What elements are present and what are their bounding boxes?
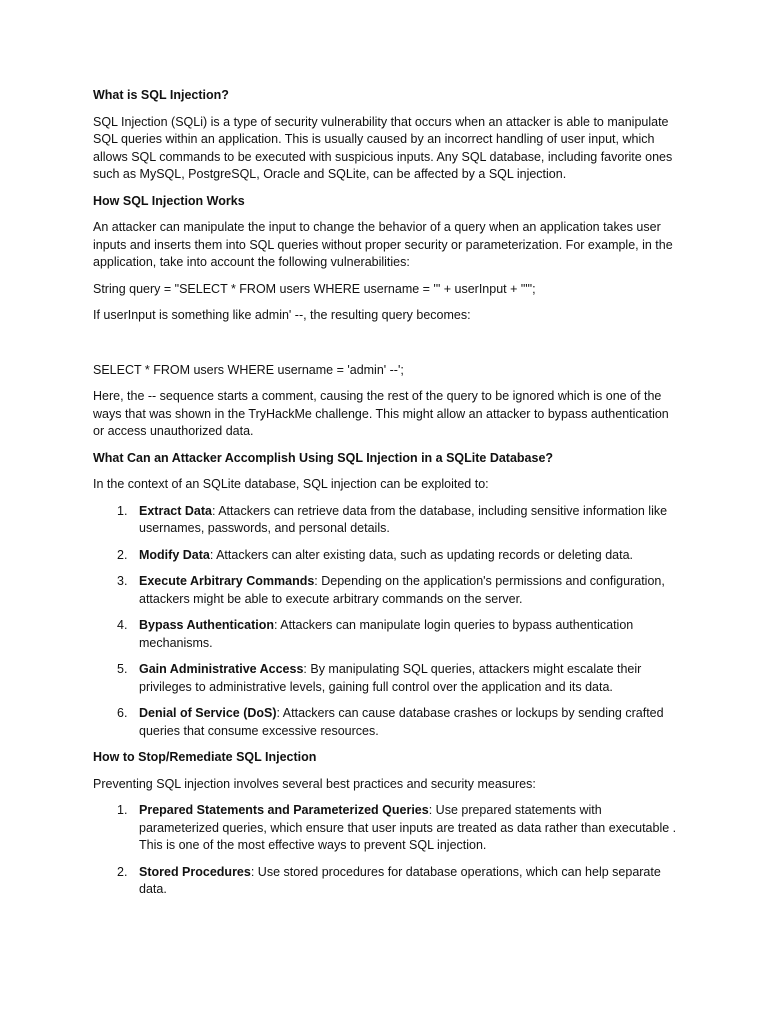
heading-how-it-works: How SQL Injection Works [93, 193, 245, 208]
list-number: 2. [117, 864, 128, 879]
paragraph-sqli-definition: SQL Injection (SQLi) is a type of security vulnerability that occurs when an attacker is able to manipulate SQL queries within an application. This is usually caused by an incorrect handling of user input, which allows SQL commands to be executed with suspicious inputs. Any SQL database, including favorite ones such as MySQL, PostgreSQL, Oracle and SQLite, can be affected by a SQL injection. [93, 114, 673, 181]
document-page [93, 87, 683, 908]
list-term: Modify Data [139, 547, 210, 562]
paragraph-prevention-intro: Preventing SQL injection involves several best practices and security measures: [93, 776, 536, 791]
list-number: 6. [117, 706, 128, 720]
heading-attacker-accomplish: What Can an Attacker Accomplish Using SQL Injection in a SQLite Database? [93, 450, 554, 465]
list-text: : Attackers can alter existing data, such as updating records or deleting data. [209, 547, 634, 562]
list-number: 3. [117, 574, 128, 588]
list-item [93, 573, 683, 608]
list-item [93, 705, 683, 740]
list-item [93, 503, 683, 538]
list-remediation-measures [93, 802, 683, 899]
paragraph-userinput-example: If userInput is something like admin' --, the resulting query becomes: [93, 308, 471, 322]
list-number: 1. [117, 803, 128, 817]
heading-what-is-sqli: What is SQL Injection? [93, 88, 229, 102]
list-number: 1. [117, 503, 128, 518]
list-number: 5. [117, 662, 128, 676]
list-term: Prepared Statements and Parameterized Queries [139, 803, 429, 817]
list-text: : By manipulating SQL queries, attackers might escalate their privileges to administrative levels, gaining full control over the application and its data. [139, 662, 642, 694]
code-resulting-query: SELECT * FROM users WHERE username = 'admin' --'; [93, 362, 404, 377]
list-term: Bypass Authentication [139, 618, 274, 632]
list-text: : Attackers can manipulate login queries to bypass authentication mechanisms. [139, 618, 634, 650]
list-text: : Attackers can retrieve data from the database, including sensitive information like usernames, passwords, and personal details. [139, 503, 668, 535]
list-number: 2. [117, 547, 128, 562]
heading-remediation: How to Stop/Remediate SQL Injection [93, 750, 317, 764]
paragraph-comment-explanation: Here, the -- sequence starts a comment, causing the rest of the query to be ignored which is one of the ways that was shown in the TryHackMe challenge. This might allow an attacker to bypass authentication or access unauthorized data. [93, 389, 669, 438]
list-term: Execute Arbitrary Commands [139, 574, 315, 588]
paragraph-how-it-works: An attacker can manipulate the input to change the behavior of a query when an application takes user inputs and inserts them into SQL queries without proper security or parameterization. For example, in the application, take into account the following vulnerabilities: [93, 220, 673, 269]
list-text: : Use stored procedures for database operations, which can help separate data. [139, 864, 661, 896]
list-term: Extract Data [139, 503, 212, 518]
list-item [93, 661, 683, 696]
list-attacker-capabilities [93, 503, 683, 741]
list-text: : Use prepared statements with parameterized queries, which ensure that user inputs are treated as data rather than executable . This is one of the most effective ways to prevent SQL injection. [139, 803, 677, 852]
list-text: : Depending on the application's permissions and configuration, attackers might be able to execute arbitrary commands on the server. [139, 574, 665, 606]
list-item [93, 547, 683, 565]
list-item [93, 802, 683, 855]
list-text: : Attackers can cause database crashes or lockups by sending crafted queries that consume excessive resources. [139, 706, 664, 738]
list-number: 4. [117, 618, 128, 632]
code-vulnerable-query: String query = "SELECT * FROM users WHERE username = '" + userInput + "'"; [93, 281, 536, 296]
list-item [93, 864, 683, 899]
paragraph-sqlite-context: In the context of an SQLite database, SQL injection can be exploited to: [93, 477, 489, 491]
list-term: Denial of Service (DoS) [139, 706, 277, 720]
list-item [93, 617, 683, 652]
list-term: Gain Administrative Access [139, 662, 304, 676]
list-term: Stored Procedures [139, 864, 251, 879]
